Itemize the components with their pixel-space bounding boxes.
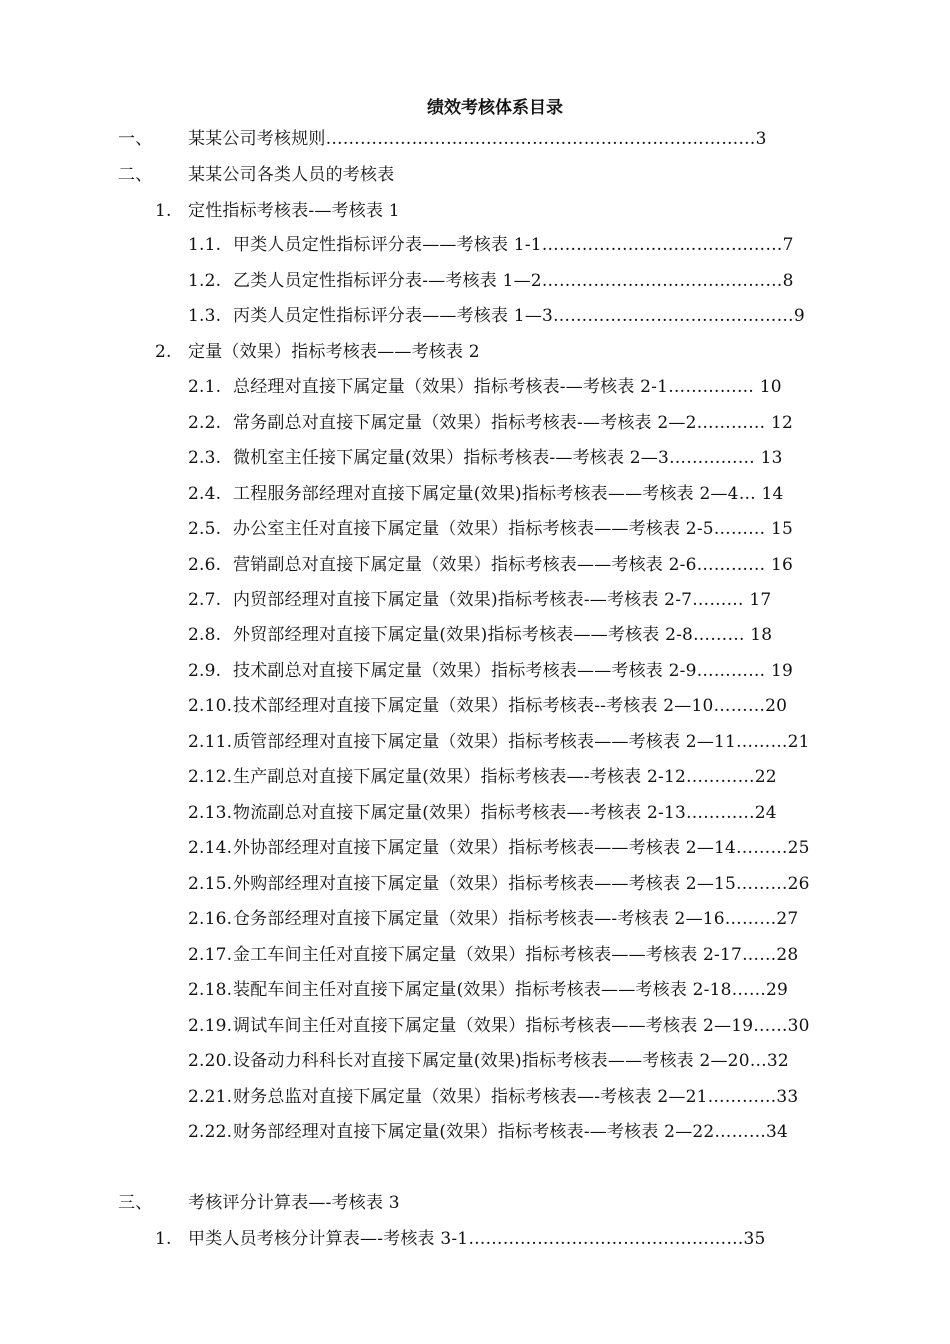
toc-number: 2.6. [188,555,222,575]
toc-number: 2.13. [188,803,233,823]
toc-number: 2.11. [188,732,233,752]
toc-text: 质管部经理对直接下属定量（效果）指标考核表——考核表 2—11………21 [233,732,810,752]
toc-number: 2.3. [188,448,222,468]
toc-text: 财务总监对直接下属定量（效果）指标考核表—-考核表 2—21…………33 [233,1087,799,1107]
toc-number: 2.17. [188,945,233,965]
toc-text: 甲类人员定性指标评分表——考核表 1-1……………………………………7 [233,235,794,255]
toc-text: 技术部经理对直接下属定量（效果）指标考核表--考核表 2—10………20 [233,696,788,716]
toc-text: 金工车间主任对直接下属定量（效果）指标考核表——考核表 2-17……28 [233,945,799,965]
toc-text: 乙类人员定性指标评分表-—考核表 1—2……………………………………8 [233,271,794,291]
toc-text: 某某公司各类人员的考核表 [188,165,395,185]
toc-text: 工程服务部经理对直接下属定量(效果)指标考核表——考核表 2—4… 14 [233,484,784,504]
toc-text: 办公室主任对直接下属定量（效果）指标考核表——考核表 2-5……… 15 [233,519,794,539]
toc-number: 1. [155,1229,172,1249]
toc-number: 2.5. [188,519,222,539]
toc-text: 常务副总对直接下属定量（效果）指标考核表-—考核表 2—2………… 12 [233,413,794,433]
toc-number: 2.7. [188,590,222,610]
toc-text: 甲类人员考核分计算表—-考核表 3-1…………………………………………35 [188,1229,766,1249]
toc-text: 装配车间主任对直接下属定量(效果）指标考核表——考核表 2-18……29 [233,980,789,1000]
toc-number: 1.3. [188,306,222,326]
toc-text: 内贸部经理对直接下属定量（效果)指标考核表-—考核表 2-7……… 17 [233,590,772,610]
toc-number: 2.10. [188,696,233,716]
toc-number: 2.14. [188,838,233,858]
toc-number: 2.22. [188,1122,233,1142]
toc-number: 2.15. [188,874,233,894]
toc-text: 设备动力科科长对直接下属定量(效果)指标考核表——考核表 2—20…32 [233,1051,789,1071]
toc-text: 定量（效果）指标考核表——考核表 2 [188,342,480,362]
toc-number: 2.19. [188,1016,233,1036]
page-title: 绩效考核体系目录 [427,98,563,118]
toc-number: 三、 [118,1193,153,1213]
toc-text: 微机室主任接下属定量(效果）指标考核表-—考核表 2—3…………… 13 [233,448,783,468]
toc-number: 2.12. [188,767,233,787]
toc-text: 仓务部经理对直接下属定量（效果）指标考核表—-考核表 2—16………27 [233,909,799,929]
toc-number: 二、 [118,165,153,185]
toc-text: 外购部经理对直接下属定量（效果）指标考核表——考核表 2—15………26 [233,874,810,894]
toc-text: 外协部经理对直接下属定量（效果）指标考核表——考核表 2—14………25 [233,838,810,858]
toc-number: 2.21. [188,1087,233,1107]
toc-number: 2.8. [188,625,222,645]
toc-text: 调试车间主任对直接下属定量（效果）指标考核表——考核表 2—19……30 [233,1016,810,1036]
toc-text: 生产副总对直接下属定量(效果）指标考核表—-考核表 2-12…………22 [233,767,777,787]
toc-text: 总经理对直接下属定量（效果）指标考核表-—考核表 2-1…………… 10 [233,377,782,397]
toc-number: 2.20. [188,1051,233,1071]
toc-number: 2.4. [188,484,222,504]
toc-number: 2.18. [188,980,233,1000]
toc-number: 2.2. [188,413,222,433]
toc-number: 2.1. [188,377,222,397]
toc-number: 2.9. [188,661,222,681]
toc-text: 技术副总对直接下属定量（效果）指标考核表——考核表 2-9………… 19 [233,661,794,681]
toc-number: 1.1. [188,235,222,255]
toc-number: 2. [155,342,172,362]
toc-text: 财务部经理对直接下属定量(效果）指标考核表-—考核表 2—22………34 [233,1122,789,1142]
toc-text: 定性指标考核表-—考核表 1 [188,201,400,221]
toc-number: 1. [155,201,172,221]
toc-text: 物流副总对直接下属定量(效果）指标考核表—-考核表 2-13…………24 [233,803,777,823]
toc-text: 营销副总对直接下属定量（效果）指标考核表——考核表 2-6………… 16 [233,555,794,575]
toc-text: 外贸部经理对直接下属定量(效果)指标考核表——考核表 2-8……… 18 [233,625,773,645]
toc-number: 一、 [118,129,153,149]
toc-text: 考核评分计算表—-考核表 3 [188,1193,400,1213]
toc-number: 1.2. [188,271,222,291]
toc-text: 丙类人员定性指标评分表——考核表 1—3……………………………………9 [233,306,805,326]
toc-number: 2.16. [188,909,233,929]
toc-text: 某某公司考核规则…………………………………………………………………3 [188,129,767,149]
